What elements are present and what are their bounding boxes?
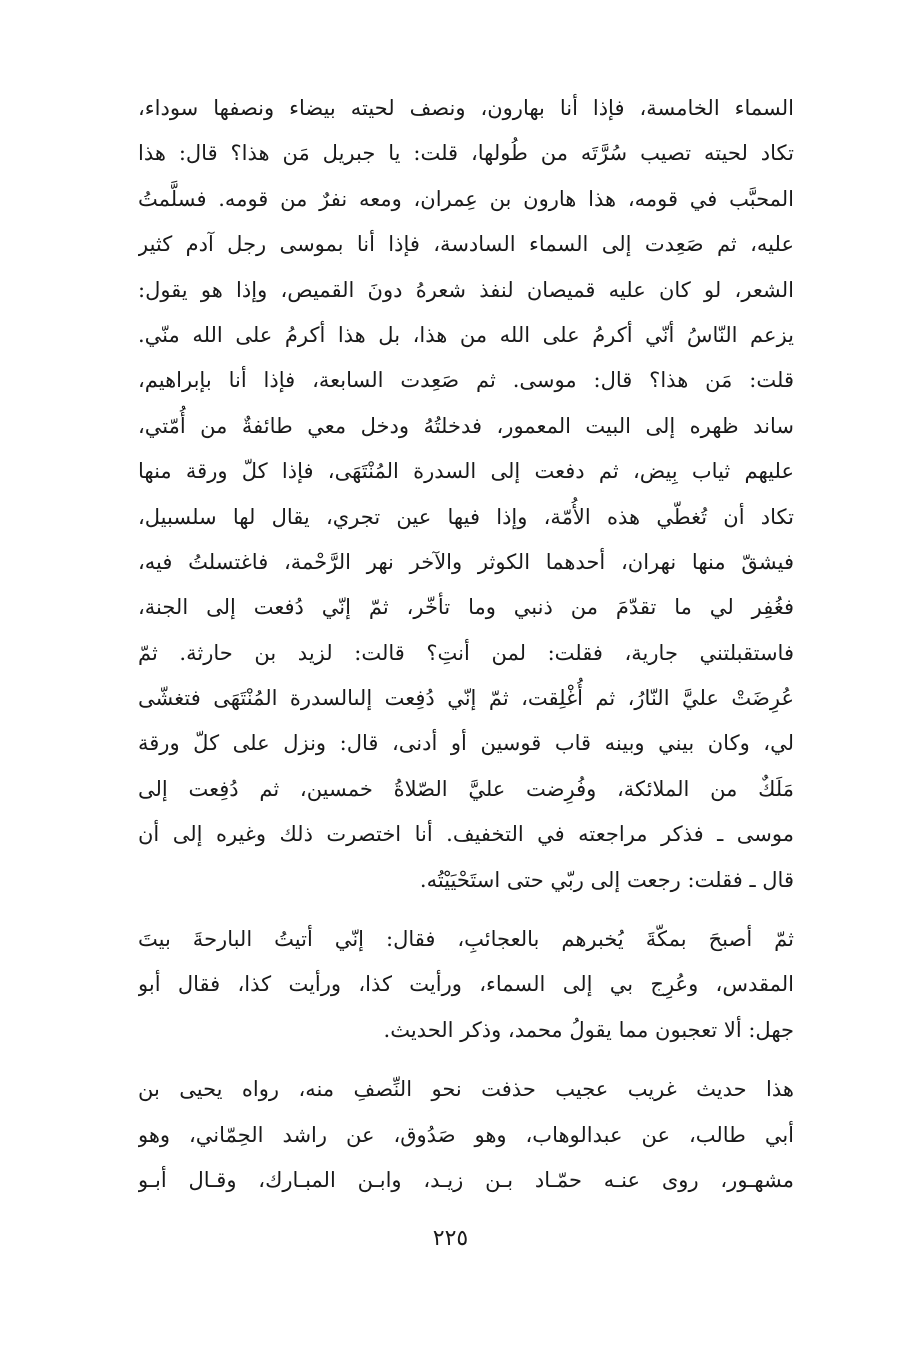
- text-line: تكاد لحيته تصيب سُرَّتَه من طُولها، قلت: يا جبريل مَن هذا؟ قال: هذا: [138, 141, 794, 166]
- text-line: فيشقّ منها نهران، أحدهما الكوثر والآخر نهر الرَّحْمة، فاغتسلتُ فيه،: [138, 549, 794, 574]
- text-line: عليه، ثم صَعِدت إلى السماء السادسة، فإذا أنا بموسى رجل آدم كثير: [138, 232, 794, 257]
- page-body: [138, 86, 794, 1203]
- text-line: جهل: ألا تعجبون مما يقولُ محمد، وذكر الحديث.: [383, 1017, 794, 1042]
- text-line: المحبَّب في قومه، هذا هارون بن عِمران، ومعه نفرٌ من قومه. فسلَّمتُ: [138, 186, 794, 211]
- text-line: يزعم النّاسُ أنّي أكرمُ على الله من هذا، بل هذا أكرمُ على الله منّي.: [138, 322, 794, 347]
- text-line: ثمّ أصبحَ بمكّةَ يُخبرهم بالعجائبِ، فقال: إنّي أتيتُ البارحةَ بيتَ: [138, 927, 794, 952]
- text-line: تكاد أن تُغطّي هذه الأُمّة، وإذا فيها عين تجري، يقال لها سلسبيل،: [138, 504, 794, 529]
- paragraph: [138, 1067, 794, 1203]
- text-line: مَلَكٌ من الملائكة، وفُرِضت عليَّ الصّلاةُ خمسين، ثم دُفِعت إلى: [138, 776, 794, 801]
- text-line: ساند ظهره إلى البيت المعمور، فدخلتُهُ ودخل معي طائفةٌ من أُمّتي،: [138, 413, 794, 438]
- text-line: الشعر، لو كان عليه قميصان لنفذ شعرهُ دونَ القميص، وإذا هو يقول:: [138, 277, 794, 302]
- paragraph: [138, 86, 794, 903]
- text-line: لي، وكان بيني وبينه قاب قوسين أو أدنى، قال: ونزل على كلّ ورقة: [138, 731, 794, 756]
- text-line: قلت: مَن هذا؟ قال: موسى. ثم صَعِدت السابعة، فإذا أنا بإبراهيم،: [138, 368, 794, 393]
- text-line: أبي طالب، عن عبدالوهاب، وهو صَدُوق، عن راشد الحِمّاني، وهو: [138, 1122, 794, 1147]
- paragraph-gap: [138, 1053, 794, 1067]
- paragraph-gap: [138, 903, 794, 917]
- text-line: موسى ـ فذكر مراجعته في التخفيف. أنا اختصرت ذلك وغيره إلى أن: [138, 822, 794, 847]
- text-line: هذا حديث غريب عجيب حذفت نحو النِّصفِ منه، رواه يحيى بن: [138, 1077, 794, 1102]
- page-number: ٢٢٥: [432, 1226, 469, 1251]
- paragraph: [138, 917, 794, 1053]
- text-line: عُرِضَتْ عليَّ النّارُ، ثم أُغْلِقت، ثمّ إنّي دُفِعت إلىالسدرة المُنْتَهَى فتغشّى: [138, 686, 794, 711]
- text-line: فاستقبلتني جارية، فقلت: لمن أنتِ؟ قالت: لزيد بن حارثة. ثمّ: [138, 640, 794, 665]
- text-line: فغُفِر لي ما تقدّمَ من ذنبي وما تأخّر، ثمّ إنّي دُفعت إلى الجنة،: [138, 595, 794, 620]
- text-line: قال ـ فقلت: رجعت إلى ربّي حتى استَحْيَيْتُه.: [419, 867, 794, 892]
- text-line: المقدس، وعُرِج بي إلى السماء، ورأيت كذا، ورأيت كذا، فقال أبو: [138, 972, 794, 997]
- text-line: السماء الخامسة، فإذا أنا بهارون، ونصف لحيته بيضاء ونصفها سوداء،: [138, 96, 794, 120]
- text-line: مشهـور، روى عنـه حمّـاد بـن زيـد، وابـن المبـارك، وقـال أبـو: [138, 1167, 794, 1192]
- text-line: عليهم ثياب بِيض، ثم دفعت إلى السدرة المُنْتَهَى، فإذا كلّ ورقة منها: [138, 459, 794, 484]
